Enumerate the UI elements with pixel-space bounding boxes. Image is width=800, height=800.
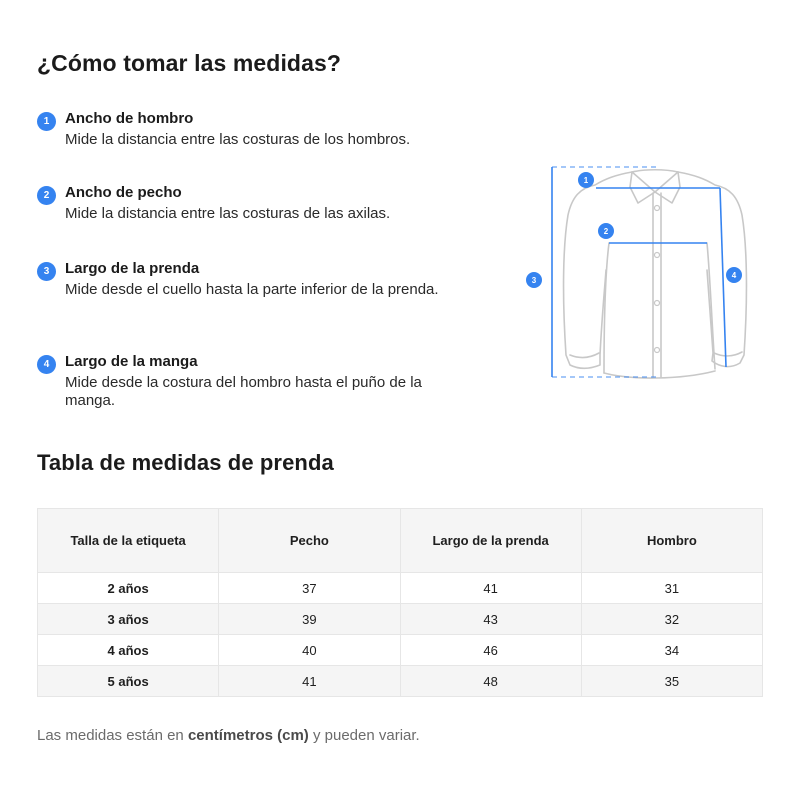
size-cell xyxy=(38,604,219,635)
diagram-marker-2: 2 xyxy=(598,223,614,239)
step-description: Mide la distancia entre las costuras de los hombros. xyxy=(65,131,411,148)
step-description: Mide la distancia entre las costuras de las axilas. xyxy=(65,205,391,222)
length-cell: 41 xyxy=(400,573,581,604)
size-cell xyxy=(38,573,219,604)
shirt-outline-icon xyxy=(520,155,760,395)
step-description: Mide desde la costura del hombro hasta el puño de la manga. xyxy=(65,374,422,409)
diagram-marker-1: 1 xyxy=(578,172,594,188)
chest-cell: 37 xyxy=(219,573,400,604)
units-footnote xyxy=(37,727,420,744)
size-chart-table xyxy=(37,508,763,697)
size-table-title: Tabla de medidas de prenda xyxy=(37,450,334,475)
size-unit: años xyxy=(118,642,149,658)
step-number-badge: 4 xyxy=(37,355,56,374)
how-to-measure-title: ¿Cómo tomar las medidas? xyxy=(37,50,342,76)
shoulder-cell: 35 xyxy=(581,666,762,697)
size-number: 4 xyxy=(107,642,115,658)
column-header-chest: Pecho xyxy=(219,509,400,573)
step-number-badge: 2 xyxy=(37,186,56,205)
diagram-marker-3: 3 xyxy=(526,272,542,288)
chest-cell: 40 xyxy=(219,635,400,666)
length-cell: 43 xyxy=(400,604,581,635)
table-row xyxy=(38,635,763,666)
step-number-badge: 3 xyxy=(37,262,56,281)
footnote-suffix: y pueden variar. xyxy=(308,727,420,744)
column-header-shoulder: Hombro xyxy=(581,509,762,573)
size-number: 5 xyxy=(107,673,115,689)
footnote-prefix: Las medidas están en xyxy=(37,727,188,744)
shoulder-cell: 31 xyxy=(581,573,762,604)
size-unit: años xyxy=(118,580,149,596)
table-row xyxy=(38,573,763,604)
step-title: Largo de la prenda xyxy=(65,260,200,277)
step-title: Ancho de hombro xyxy=(65,110,194,127)
shoulder-cell: 32 xyxy=(581,604,762,635)
shirt-measurement-diagram xyxy=(520,155,760,395)
column-header-size: Talla de la etiqueta xyxy=(38,509,219,573)
step-number-badge: 1 xyxy=(37,112,56,131)
step-title: Ancho de pecho xyxy=(65,184,182,201)
diagram-marker-4: 4 xyxy=(726,267,742,283)
length-cell: 46 xyxy=(400,635,581,666)
chest-cell: 41 xyxy=(219,666,400,697)
table-header-row xyxy=(38,509,763,573)
table-row xyxy=(38,604,763,635)
table-row xyxy=(38,666,763,697)
size-number: 2 xyxy=(107,580,115,596)
step-description: Mide desde el cuello hasta la parte inferior de la prenda. xyxy=(65,281,439,298)
shoulder-cell: 34 xyxy=(581,635,762,666)
size-cell xyxy=(38,666,219,697)
footnote-units: centímetros (cm) xyxy=(187,727,309,744)
size-unit: años xyxy=(118,611,149,627)
length-cell: 48 xyxy=(400,666,581,697)
size-number: 3 xyxy=(107,611,115,627)
step-title: Largo de la manga xyxy=(65,353,198,370)
size-cell xyxy=(38,635,219,666)
chest-cell: 39 xyxy=(219,604,400,635)
column-header-length: Largo de la prenda xyxy=(400,509,581,573)
size-unit: años xyxy=(118,673,149,689)
